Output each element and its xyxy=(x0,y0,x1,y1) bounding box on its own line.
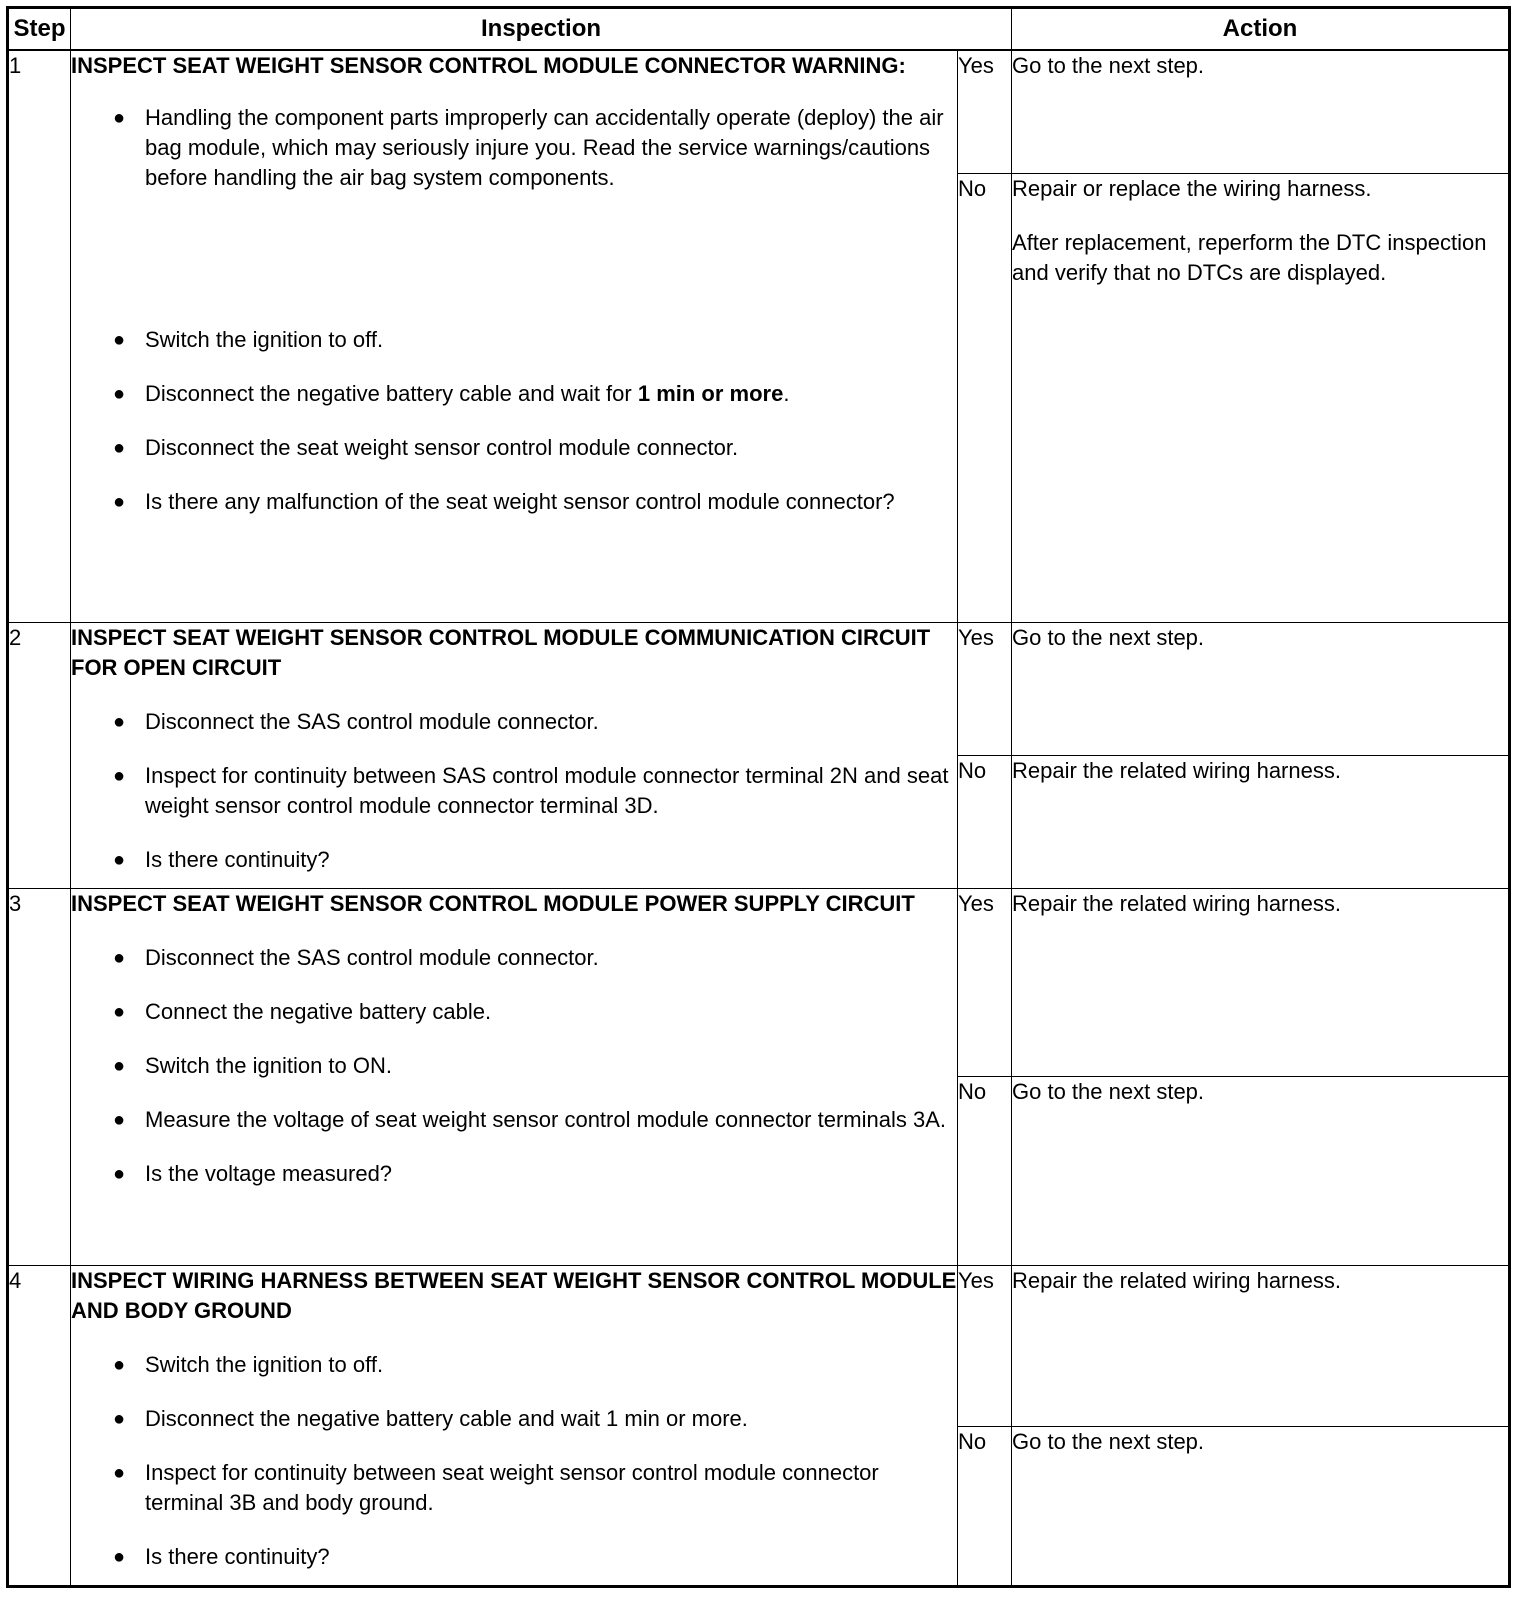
inspection-cell xyxy=(71,888,958,1265)
list-item: ● Inspect for continuity between seat weight sensor control module connector terminal 3B and body ground. xyxy=(71,1458,957,1518)
list-item: ● Connect the negative battery cable. xyxy=(71,997,957,1027)
yes-label: Yes xyxy=(958,888,1012,1076)
bold-duration: 1 min or more xyxy=(637,381,784,406)
no-label: No xyxy=(958,173,1012,622)
table-row-step-3-yes xyxy=(8,888,1510,1076)
no-label: No xyxy=(958,755,1012,888)
header-action: Action xyxy=(1012,8,1510,51)
inspection-cell xyxy=(71,622,958,888)
no-label: No xyxy=(958,1076,1012,1265)
list-item: ● Handling the component parts improperly can accidentally operate (deploy) the air bag module, which may seriously injure you. Read the service warnings/cautions before handling the air bag system components. xyxy=(71,103,957,193)
list-item: ● Switch the ignition to off. xyxy=(71,1350,957,1380)
inspection-table xyxy=(6,6,1511,1588)
list-item-period: . xyxy=(783,381,790,406)
no-action-note: After replacement, reperform the DTC inspection and verify that no DTCs are displayed. xyxy=(1012,229,1487,285)
inspection-cell xyxy=(71,50,958,622)
yes-label: Yes xyxy=(958,622,1012,755)
list-item: ● Is the voltage measured? xyxy=(71,1159,957,1189)
inspection-steps xyxy=(71,707,957,875)
no-action-text: Repair or replace the wiring harness. xyxy=(1012,175,1372,201)
table-row-step-1-yes xyxy=(8,50,1510,173)
list-item: ● Disconnect the negative battery cable and wait 1 min or more. xyxy=(71,1404,957,1434)
table-row-step-2-yes xyxy=(8,622,1510,755)
yes-action: Repair the related wiring harness. xyxy=(1012,888,1510,1076)
step-number: 3 xyxy=(8,888,71,1265)
yes-label: Yes xyxy=(958,1265,1012,1426)
inspection-title: INSPECT WIRING HARNESS BETWEEN SEAT WEIGHT SENSOR CONTROL MODULE AND BODY GROUND xyxy=(71,1267,957,1323)
yes-action: Go to the next step. xyxy=(1012,622,1510,755)
list-item: ● Disconnect the SAS control module connector. xyxy=(71,943,957,973)
inspection-title: INSPECT SEAT WEIGHT SENSOR CONTROL MODULE CONNECTOR WARNING: xyxy=(71,53,906,78)
step-number: 2 xyxy=(8,622,71,888)
yes-action: Repair the related wiring harness. xyxy=(1012,1265,1510,1426)
list-item: ● Is there any malfunction of the seat weight sensor control module connector? xyxy=(71,487,957,517)
list-item-text: Disconnect the negative battery cable and wait for xyxy=(145,381,638,406)
inspection-title: INSPECT SEAT WEIGHT SENSOR CONTROL MODULE POWER SUPPLY CIRCUIT xyxy=(71,890,915,916)
list-item: ● Is there continuity? xyxy=(71,1542,957,1572)
no-action: Go to the next step. xyxy=(1012,1076,1510,1265)
list-item: ● Measure the voltage of seat weight sensor control module connector terminals 3A. xyxy=(71,1105,957,1135)
yes-action: Go to the next step. xyxy=(1012,50,1510,173)
list-item: ● Disconnect the SAS control module connector. xyxy=(71,707,957,737)
list-item: ● Switch the ignition to off. xyxy=(71,325,957,355)
header-row xyxy=(8,8,1510,51)
no-action: Repair the related wiring harness. xyxy=(1012,755,1510,888)
inspection-steps xyxy=(71,103,957,517)
inspection-steps xyxy=(71,1350,957,1572)
inspection-cell xyxy=(71,1265,958,1586)
list-item: ● Switch the ignition to ON. xyxy=(71,1051,957,1081)
inspection-steps xyxy=(71,943,957,1189)
list-item: ● Disconnect the seat weight sensor control module connector. xyxy=(71,433,957,463)
no-action: Go to the next step. xyxy=(1012,1426,1510,1586)
list-item: ● Inspect for continuity between SAS control module connector terminal 2N and seat weight sensor control module connector terminal 3D. xyxy=(71,761,957,821)
step-number: 4 xyxy=(8,1265,71,1586)
list-item xyxy=(71,379,957,409)
header-inspection: Inspection xyxy=(71,8,1012,51)
no-label: No xyxy=(958,1426,1012,1586)
no-action xyxy=(1012,173,1510,622)
yes-label: Yes xyxy=(958,50,1012,173)
inspection-title: INSPECT SEAT WEIGHT SENSOR CONTROL MODULE COMMUNICATION CIRCUIT FOR OPEN CIRCUIT xyxy=(71,624,931,680)
header-step: Step xyxy=(8,8,71,51)
step-number: 1 xyxy=(8,50,71,622)
list-item: ● Is there continuity? xyxy=(71,845,957,875)
table-row-step-4-yes xyxy=(8,1265,1510,1426)
